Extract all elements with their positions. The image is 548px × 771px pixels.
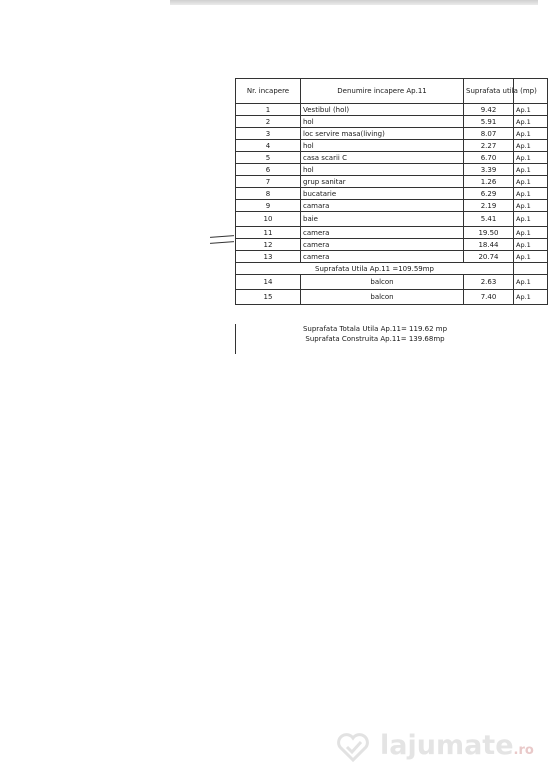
balcony-row (236, 275, 548, 290)
room-number: 13 (236, 251, 301, 263)
room-area: 2.27 (464, 140, 514, 152)
room-area: 3.39 (464, 164, 514, 176)
room-number: 8 (236, 188, 301, 200)
watermark-tld: .ro (513, 743, 534, 758)
room-apartment: Ap.1 (514, 212, 548, 227)
room-area: 18.44 (464, 239, 514, 251)
totals-block (235, 324, 514, 354)
room-name: baie (301, 212, 464, 227)
room-area: 9.42 (464, 104, 514, 116)
room-area: 8.07 (464, 128, 514, 140)
room-apartment: Ap.1 (514, 128, 548, 140)
room-area: 2.19 (464, 200, 514, 212)
room-row (236, 140, 548, 152)
scan-top-edge (170, 0, 538, 5)
room-number: 3 (236, 128, 301, 140)
room-name: camera (301, 251, 464, 263)
header-nr: Nr. incapere (236, 79, 301, 104)
room-area: 6.29 (464, 188, 514, 200)
room-row (236, 251, 548, 263)
room-number: 15 (236, 290, 301, 305)
watermark-text (380, 726, 534, 771)
table-header-row (236, 79, 548, 104)
room-number: 14 (236, 275, 301, 290)
room-number: 5 (236, 152, 301, 164)
room-apartment: Ap.1 (514, 275, 548, 290)
room-apartment: Ap.1 (514, 290, 548, 305)
room-name: hol (301, 140, 464, 152)
room-row (236, 104, 548, 116)
subtotal-row (236, 263, 548, 275)
room-number: 1 (236, 104, 301, 116)
room-apartment: Ap.1 (514, 152, 548, 164)
room-row (236, 152, 548, 164)
room-name: grup sanitar (301, 176, 464, 188)
margin-marks (210, 236, 234, 244)
rooms-table (235, 78, 548, 305)
room-number: 11 (236, 227, 301, 239)
room-name: camara (301, 200, 464, 212)
room-area: 7.40 (464, 290, 514, 305)
room-number: 12 (236, 239, 301, 251)
room-area: 5.91 (464, 116, 514, 128)
room-name: balcon (301, 275, 464, 290)
room-row (236, 239, 548, 251)
subtotal-extra (514, 263, 548, 275)
room-row (236, 176, 548, 188)
room-number: 4 (236, 140, 301, 152)
balcony-row (236, 290, 548, 305)
total-useful-area: Suprafata Totala Utila Ap.11= 119.62 mp (302, 325, 448, 333)
room-row (236, 212, 548, 227)
rooms-body (236, 104, 548, 263)
room-apartment: Ap.1 (514, 227, 548, 239)
room-name: Vestibul (hol) (301, 104, 464, 116)
room-row (236, 200, 548, 212)
room-name: bucatarie (301, 188, 464, 200)
room-apartment: Ap.1 (514, 104, 548, 116)
room-name: balcon (301, 290, 464, 305)
watermark-name: lajumate (380, 730, 514, 761)
room-name: loc servire masa(living) (301, 128, 464, 140)
room-number: 7 (236, 176, 301, 188)
room-number: 9 (236, 200, 301, 212)
balcony-body (236, 275, 548, 305)
room-row (236, 227, 548, 239)
room-apartment: Ap.1 (514, 251, 548, 263)
room-name: hol (301, 116, 464, 128)
room-area: 6.70 (464, 152, 514, 164)
room-area: 19.50 (464, 227, 514, 239)
room-apartment: Ap.1 (514, 140, 548, 152)
room-number: 6 (236, 164, 301, 176)
room-row (236, 188, 548, 200)
room-area: 20.74 (464, 251, 514, 263)
room-name: camera (301, 239, 464, 251)
room-row (236, 164, 548, 176)
room-row (236, 116, 548, 128)
room-apartment: Ap.1 (514, 164, 548, 176)
room-area: 1.26 (464, 176, 514, 188)
room-apartment: Ap.1 (514, 116, 548, 128)
watermark (336, 726, 536, 766)
header-area: Suprafata utila (mp) (464, 79, 514, 104)
room-apartment: Ap.1 (514, 239, 548, 251)
room-number: 2 (236, 116, 301, 128)
room-row (236, 128, 548, 140)
room-area: 2.63 (464, 275, 514, 290)
subtotal-label: Suprafata Utila Ap.11 =109.59mp (236, 263, 514, 275)
room-name: camera (301, 227, 464, 239)
room-name: hol (301, 164, 464, 176)
header-name: Denumire incapere Ap.11 (301, 79, 464, 104)
built-area: Suprafata Construita Ap.11= 139.68mp (305, 335, 445, 343)
room-apartment: Ap.1 (514, 176, 548, 188)
heart-check-icon (336, 730, 370, 764)
room-area: 5.41 (464, 212, 514, 227)
room-apartment: Ap.1 (514, 200, 548, 212)
room-name: casa scarii C (301, 152, 464, 164)
room-apartment: Ap.1 (514, 188, 548, 200)
room-number: 10 (236, 212, 301, 227)
